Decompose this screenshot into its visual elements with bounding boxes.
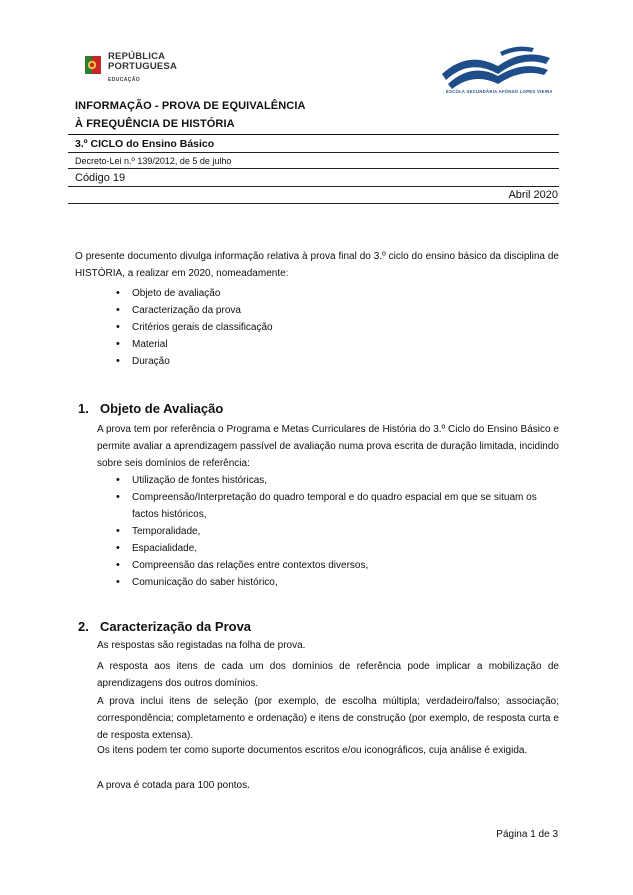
list-item: • Objeto de avaliação [116,285,273,302]
list-item: • Caracterização da prova [116,302,273,319]
divider [68,152,559,153]
document-date: Abril 2020 [508,189,558,201]
section-number: 2. [78,619,89,634]
portuguese-flag-emblem-icon [84,54,102,76]
cycle-label: 3.º CICLO do Ensino Básico [75,138,215,150]
logo-line-1: REPÚBLICA [108,51,166,62]
list-item: • Temporalidade, [116,523,560,540]
list-item: • Duração [116,353,273,370]
section-heading-1 [78,401,223,416]
page-number: Página 1 de 3 [496,829,558,840]
section-2-paragraph-4: Os itens podem ter como suporte documentos escritos e/ou iconográficos, cuja análise é exigida. [97,745,528,756]
section-2-paragraph-1: As respostas são registadas na folha de prova. [97,640,306,651]
list-item: • Compreensão/Interpretação do quadro temporal e do quadro espacial em que se situam os factos históricos, [116,489,560,523]
decree-label: Decreto-Lei n.º 139/2012, de 5 de julho [75,156,232,166]
domains-list [116,472,560,591]
document-title-line-1: INFORMAÇÃO - PROVA DE EQUIVALÊNCIA [75,100,306,112]
list-item: • Compreensão das relações entre contextos diversos, [116,557,560,574]
list-item: • Comunicação do saber histórico, [116,574,560,591]
section-title: Caracterização da Prova [100,619,252,634]
list-item: • Utilização de fontes históricas, [116,472,560,489]
document-title-line-2: À FREQUÊNCIA DE HISTÓRIA [75,118,235,130]
divider [68,186,559,187]
section-2-paragraph-2: A resposta aos itens de cada um dos domínios de referência pode implicar a mobilização de aprendizagens dos outros domínios. [97,661,559,689]
intro-list [116,285,273,370]
section-1-paragraph: A prova tem por referência o Programa e Metas Curriculares de História do 3.º Ciclo do Ensino Básico e permite avaliar a aprendizagem passível de avaliação numa prova escrita de duração limitada, incidindo sobre seis domínios de referência: [97,424,559,469]
section-2-paragraph-3: A prova inclui itens de seleção (por exemplo, de escolha múltipla; verdadeiro/falso; associação; correspondência; completamento e ordenação) e itens de construção (por exemplo, de resposta curta e de resposta extensa). [97,696,559,741]
republica-portuguesa-logo [84,52,194,84]
divider [68,134,559,135]
list-item: • Critérios gerais de classificação [116,319,273,336]
section-number: 1. [78,401,89,416]
divider [68,203,559,204]
intro-paragraph: O presente documento divulga informação relativa à prova final do 3.º ciclo do ensino básico da disciplina de HISTÓRIA, a realizar em 2020, nomeadamente: [75,251,559,279]
section-heading-2 [78,619,251,634]
section-title: Objeto de Avaliação [100,401,224,416]
section-2-paragraph-5: A prova é cotada para 100 pontos. [97,780,250,791]
code-label: Código 19 [75,172,126,184]
list-item: • Espacialidade, [116,540,560,557]
logo-sub: EDUCAÇÃO [108,77,141,83]
list-item: • Material [116,336,273,353]
logo-line-2: PORTUGUESA [108,61,178,72]
divider [68,168,559,169]
school-logo-text: ESCOLA SECUNDÁRIA AFONSO LOPES VIEIRA [446,89,553,94]
